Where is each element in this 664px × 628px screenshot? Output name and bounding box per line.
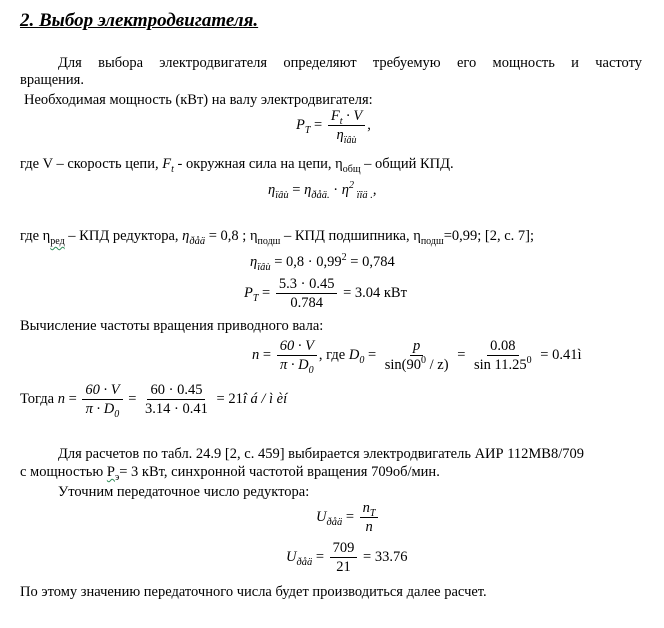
conclusion-text: По этому значению передаточного числа будет производиться далее расчет.	[20, 584, 487, 600]
formula-gear-ratio-value: $U_{ðåä}$ = $\frac{709}{21}$ = 33.76	[286, 540, 408, 575]
speed-label: Вычисление частоты вращения приводного вала:	[20, 318, 324, 334]
formula-gear-ratio: $U_{ðåä}$ = $\frac{n_Т}{n}$	[316, 500, 380, 535]
selection-line2: с мощностью $Р_э= 3$ кВт, синхронной частотой вращения 709об/мин.	[20, 464, 440, 483]
ratio-label: Уточним передаточное число редуктора:	[58, 484, 310, 500]
formula-total-efficiency: $\eta_{ïâù} = \eta_{ðåä.} \cdot \eta^2$ $_{ïîä .}$,	[268, 180, 377, 201]
section-heading: 2. Выбор электродвигателя.	[20, 10, 259, 31]
where-velocity-line: где V – скорость цепи, $F_t$ - окружная сила на цепи, $\eta_{общ}$ – общий КПД.	[20, 156, 454, 175]
selection-line1: Для расчетов по табл. 24.9 [2, с. 459] выбирается электродвигатель АИР 112MB8/709	[58, 446, 585, 462]
intro-paragraph-line2: вращения.	[20, 72, 84, 88]
formula-shaft-speed: n = $\frac{60 \cdot V}{\pi \cdot D_0}$ , где $D_0$ = $\frac{p}{\sin(90^0 / z)}$ = $\frac{0.08}{\sin 11.25^0}$ = 0.41ì	[252, 338, 582, 376]
formula-efficiency-value: $\eta_{ïâù} = 0,8 \cdot 0,99^2 = 0,784$	[250, 252, 395, 273]
intro-paragraph-line1: Для выбора электродвигателя определяют требуемую его мощность и частоту	[58, 55, 642, 71]
power-label: Необходимая мощность (кВт) на валу электродвигателя:	[24, 92, 373, 108]
formula-speed-value: Тогда n = $\frac{60 \cdot V}{\pi \cdot D_0}$ = $\frac{60 \cdot 0.45}{3.14 \cdot 0.41}$ = 21î á / ì èí	[20, 382, 288, 420]
formula-required-power: $P_Т$ = $\frac{F_t \cdot V}{\eta_{ïâù}}$ ,	[296, 108, 371, 146]
where-efficiency-line: где $\eta_{ред}$ – КПД редуктора, $\eta_{ðåä} = 0,8$ ; $\eta_{подш}$ – КПД подшипника, $\eta_{подш}=0,99$; [2, с. 7];	[20, 228, 535, 247]
formula-power-value: $P_Т$ = $\frac{5.3 \cdot 0.45}{0.784}$ = 3.04 кВт	[244, 276, 407, 311]
